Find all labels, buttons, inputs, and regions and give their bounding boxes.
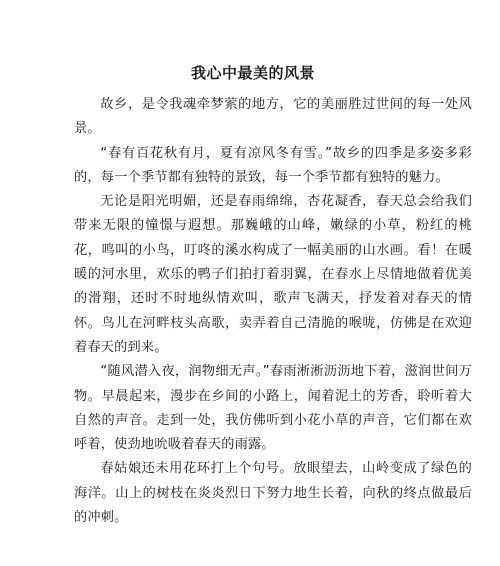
paragraph-4: “随风潜入夜，润物细无声。”春雨淅淅沥沥地下着，滋润世间万物。早晨起来，漫步在乡间的小路上，闻着泥土的芳香，聆听着大自然的声音。走到一处，我仿佛听到小花小草的声音，它们都在欢呼着，使劲地吮吸着春天的雨露。 bbox=[74, 364, 472, 453]
paragraph-2: “春有百花秋有月，夏有凉风冬有雪。”故乡的四季是多姿多彩的，每一个季节都有独特的景致，每一个季节都有独特的魅力。 bbox=[74, 145, 472, 185]
paragraph-5: 春姑娘还未用花环打上个句号。放眼望去，山岭变成了绿色的海洋。山上的树枝在炎炎烈日下努力地生长着，向秋的终点做最后的冲刺。 bbox=[74, 461, 472, 526]
article-title: 我心中最美的风景 bbox=[190, 64, 315, 82]
paragraph-1: 故乡，是令我魂牵梦萦的地方，它的美丽胜过世间的每一处风景。 bbox=[74, 97, 472, 137]
paragraph-3: 无论是阳光明媚，还是春雨绵绵，杏花凝香，春天总会给我们带来无限的憧憬与遐想。那巍峨的山峰，嫩绿的小草，粉红的桃花，鸣叫的小鸟，叮咚的溪水构成了一幅美丽的山水画。看！在暖暖的河水里，欢乐的鸭子们拍打着羽翼，在春水上尽情地做着优美的滑翔，还时不时地纵情欢叫，歌声飞满天，抒发着对春天的情怀。鸟儿在河畔枝头高歌，卖弄着自己清脆的喉咙，仿佛是在欢迎着春天的到来。 bbox=[74, 194, 472, 355]
bottom-fade bbox=[0, 552, 500, 566]
